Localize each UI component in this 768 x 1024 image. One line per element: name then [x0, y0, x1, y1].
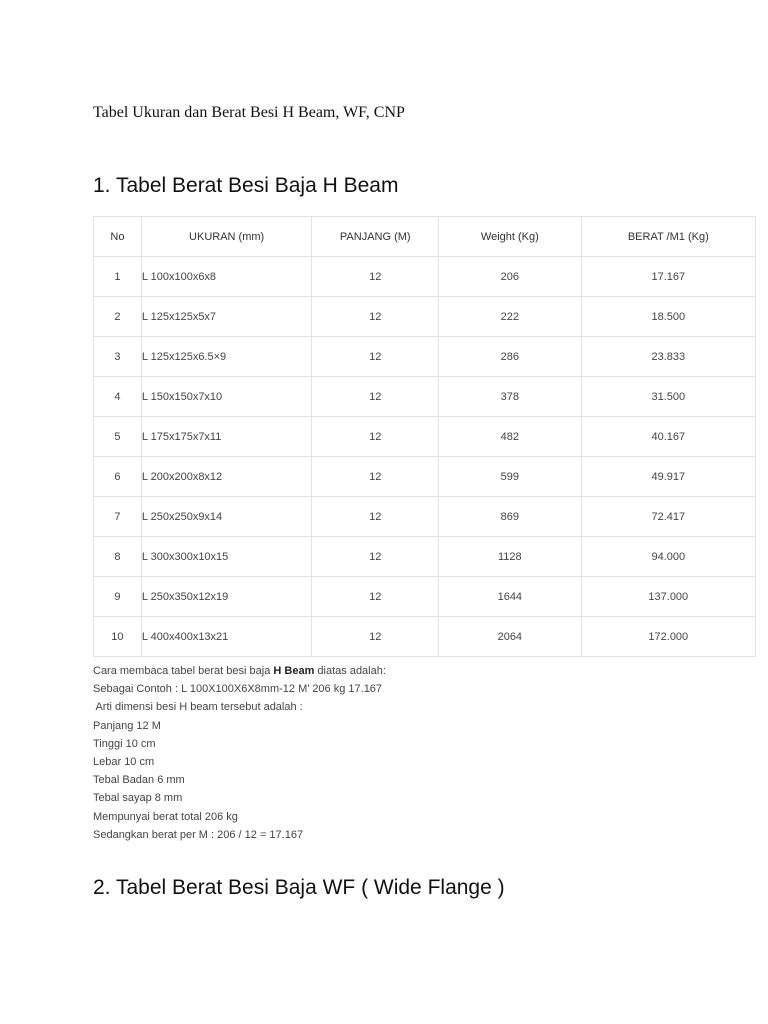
cell-weight-per-m: 23.833 [581, 337, 755, 377]
table-row [94, 297, 756, 337]
cell-size: L 300x300x10x15 [141, 537, 312, 577]
table-header-row [94, 217, 756, 257]
cell-length: 12 [312, 257, 439, 297]
cell-weight-per-m: 40.167 [581, 417, 755, 457]
cell-length: 12 [312, 577, 439, 617]
notes-line: Mempunyai berat total 206 kg [93, 810, 238, 823]
cell-weight-per-m: 18.500 [581, 297, 755, 337]
cell-length: 12 [312, 537, 439, 577]
cell-weight: 869 [439, 497, 582, 537]
cell-length: 12 [312, 417, 439, 457]
cell-length: 12 [312, 617, 439, 657]
cell-weight-per-m: 49.917 [581, 457, 755, 497]
notes-line: Sebagai Contoh : L 100X100X6X8mm-12 M’ 206 kg 17.167 [93, 683, 383, 696]
notes-line: Tinggi 10 cm [93, 737, 156, 750]
cell-length: 12 [312, 337, 439, 377]
column-header-no: No [94, 217, 142, 257]
notes-line: Sedangkan berat per M : 206 / 12 = 17.167 [93, 828, 304, 841]
notes-intro-text: Cara membaca tabel berat besi baja [93, 665, 274, 677]
notes-line: Tebal Badan 6 mm [93, 774, 185, 787]
cell-size: L 175x175x7x11 [141, 417, 312, 457]
table-row [94, 417, 756, 457]
cell-weight: 222 [439, 297, 582, 337]
cell-length: 12 [312, 497, 439, 537]
cell-weight: 1644 [439, 577, 582, 617]
cell-no: 10 [94, 617, 142, 657]
cell-no: 9 [94, 577, 142, 617]
cell-weight-per-m: 94.000 [581, 537, 755, 577]
cell-weight-per-m: 31.500 [581, 377, 755, 417]
notes-line: Arti dimensi besi H beam tersebut adalah : [93, 701, 303, 714]
document-title: Tabel Ukuran dan Berat Besi H Beam, WF, CNP [93, 104, 405, 121]
column-header-weight: Weight (Kg) [439, 217, 582, 257]
cell-weight-per-m: 137.000 [581, 577, 755, 617]
cell-length: 12 [312, 377, 439, 417]
cell-size: L 150x150x7x10 [141, 377, 312, 417]
cell-weight: 1128 [439, 537, 582, 577]
table-row [94, 537, 756, 577]
cell-size: L 250x250x9x14 [141, 497, 312, 537]
column-header-weight-per-m: BERAT /M1 (Kg) [581, 217, 755, 257]
cell-no: 3 [94, 337, 142, 377]
notes-line: Tebal sayap 8 mm [93, 792, 183, 805]
column-header-length: PANJANG (M) [312, 217, 439, 257]
cell-weight-per-m: 72.417 [581, 497, 755, 537]
cell-size: L 400x400x13x21 [141, 617, 312, 657]
cell-no: 8 [94, 537, 142, 577]
cell-no: 7 [94, 497, 142, 537]
cell-length: 12 [312, 457, 439, 497]
cell-no: 5 [94, 417, 142, 457]
notes-line: Lebar 10 cm [93, 756, 155, 769]
reading-notes [93, 662, 386, 844]
cell-size: L 125x125x6.5×9 [141, 337, 312, 377]
notes-intro-end: diatas adalah: [314, 665, 386, 677]
table-row [94, 617, 756, 657]
table-body [94, 257, 756, 657]
cell-weight-per-m: 172.000 [581, 617, 755, 657]
cell-weight: 206 [439, 257, 582, 297]
notes-intro [93, 662, 386, 680]
cell-size: L 250x350x12x19 [141, 577, 312, 617]
table-row [94, 377, 756, 417]
cell-no: 6 [94, 457, 142, 497]
table-row [94, 577, 756, 617]
cell-weight: 286 [439, 337, 582, 377]
section-heading-wf: 2. Tabel Berat Besi Baja WF ( Wide Flange ) [93, 876, 505, 899]
cell-weight: 482 [439, 417, 582, 457]
table-row [94, 497, 756, 537]
cell-size: L 100x100x6x8 [141, 257, 312, 297]
notes-intro-bold: H Beam [273, 665, 315, 677]
cell-weight: 378 [439, 377, 582, 417]
h-beam-weight-table [93, 216, 756, 657]
column-header-size: UKURAN (mm) [141, 217, 312, 257]
table-row [94, 337, 756, 377]
cell-no: 4 [94, 377, 142, 417]
cell-length: 12 [312, 297, 439, 337]
section-heading-h-beam: 1. Tabel Berat Besi Baja H Beam [93, 174, 399, 197]
table-row [94, 257, 756, 297]
cell-weight: 599 [439, 457, 582, 497]
cell-weight: 2064 [439, 617, 582, 657]
cell-no: 1 [94, 257, 142, 297]
cell-size: L 200x200x8x12 [141, 457, 312, 497]
table-row [94, 457, 756, 497]
cell-size: L 125x125x5x7 [141, 297, 312, 337]
cell-no: 2 [94, 297, 142, 337]
cell-weight-per-m: 17.167 [581, 257, 755, 297]
notes-line: Panjang 12 M [93, 719, 161, 732]
